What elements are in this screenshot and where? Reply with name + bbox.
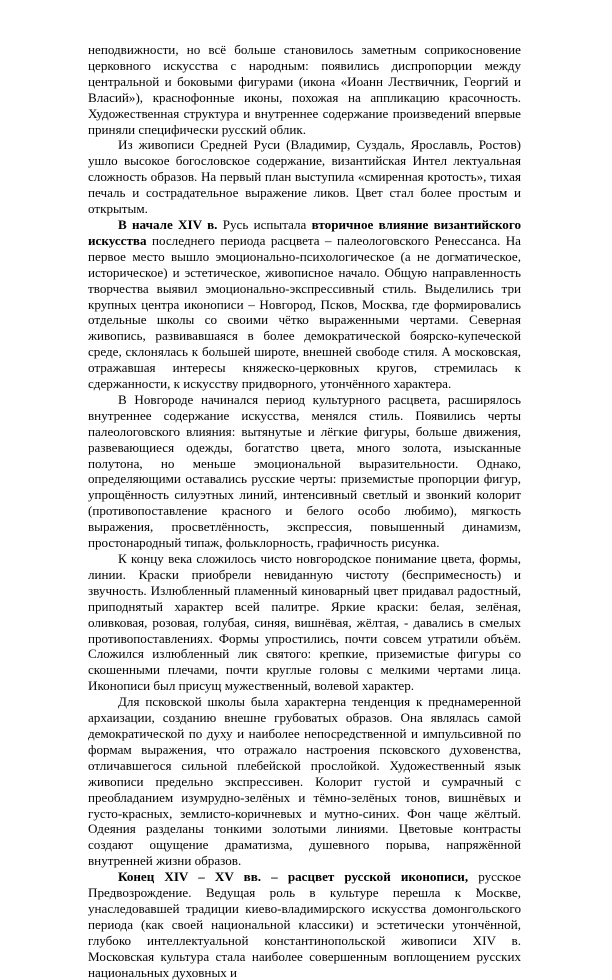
paragraph-1: неподвижности, но всё больше становилось заметным соприкосновение церковного искусства с народным: появились диспропорции между центральной и боковыми фигурами (икона «Иоанн Лествичник, Георгий и Власий»), краснофонные иконы, похожая на аппликацию красочность. Художественная структура и внутреннее содержание произведений впервые приняли специфически русский облик.: [88, 42, 521, 137]
paragraph-3-text-a: Русь испытала: [217, 216, 312, 232]
paragraph-7: [88, 869, 521, 980]
paragraph-4: В Новгороде начинался период культурного расцвета, расширялось внутреннее содержание искусства, менялся стиль. Появились черты палеологовского влияния: вытянутые и лёгкие фигуры, больше движения, развевающиеся одежды, богатство цвета, много золота, изысканные полутона, но меньше эмоциональной выразительности. Однако, определяющими оставались русские черты: приземистые пропорции фигур, упрощённость силуэтных линий, интенсивный светлый и звонкий колорит (противопоставление красного и белого особо любимо), мягкость выражения, просветлённость, экспрессия, повышенный динамизм, простонародный типаж, фольклорность, графичность рисунка.: [88, 391, 521, 551]
document-page: [88, 42, 521, 980]
paragraph-3-text-b: последнего периода расцвета – палеологовского Ренессанса. На первое место вышло эмоционально-психологическое (а не догматическое, историческое) и эстетическое, живописное начало. Общую направленность творчества выявил эмоционально-экспрессивный стиль. Выделились три крупных центра иконописи – Новгород, Псков, Москва, где формировались отдельные школы со своими чётко выраженными чертами. Северная живопись, развивавшаяся в более демократической боярско-купеческой среде, склонялась к большей широте, внешней свободе стиля. А московская, отражавшая интересы княжеско-церковных кругов, стремилась к сдержанности, к искусству придворного, утончённого характера.: [88, 232, 521, 392]
paragraph-7-text: русское Предвозрождение. Ведущая роль в культуре перешла к Москве, унаследовавшей традиции киево-владимирского искусства домонгольского периода (как своей национальной классики) и эстетически утончённой, глубоко интеллектуальной константинопольской живописи XIV в. Московская культура стала наиболее совершенным воплощением русских национальных духовных и: [88, 869, 521, 980]
paragraph-3-bold-term: вторичное влияние византийского искусства: [88, 216, 521, 248]
paragraph-2: Из живописи Средней Руси (Владимир, Суздаль, Ярославль, Ростов) ушло высокое богословское содержание, византийская Интел лектуальная сложность образов. На первый план выступила «смиренная кротость», тихая печаль и сострадательное выражение ликов. Цвет стал более простым и открытым.: [88, 137, 521, 217]
paragraph-3-bold-lead: В начале XIV в.: [118, 216, 218, 232]
paragraph-7-bold-lead: Конец XIV – XV вв. – расцвет русской иконописи,: [118, 869, 469, 885]
paragraph-3: [88, 217, 521, 392]
paragraph-6: Для псковской школы была характерна тенденция к преднамеренной архаизации, созданию внешне грубоватых образов. Она являлась самой демократической по духу и наиболее непосредственной и импульсивной по формам выражения, что отражало настроения псковского духовенства, отличавшегося сильной плебейской прослойкой. Художественный язык живописи предельно экспрессивен. Колорит густой и сумрачный с преобладанием изумрудно-зелёных и тёмно-зелёных тонов, вишнёвых и густо-красных, землисто-коричневых и мутно-синих. Фон чаще жёлтый. Одеяния разделаны тонкими золотыми линиями. Цветовые контрасты создают ощущение драматизма, душевного порыва, напряжённой внутренней жизни образов.: [88, 694, 521, 869]
paragraph-5: К концу века сложилось чисто новгородское понимание цвета, формы, линии. Краски приобрели невиданную чистоту (беспримесность) и звучность. Излюбленный пламенный киноварный цвет придавал радостный, приподнятый характер всей палитре. Яркие краски: белая, зелёная, оливковая, розовая, голубая, синяя, вишнёвая, жёлтая, - давались в смелых противопоставлениях. Формы упростились, почти совсем утратили объём. Сложился излюбленный лик святого: крепкие, приземистые фигуры со скошенными плечами, почти круглые головы с мелкими чертами лица. Иконописи был присущ мужественный, волевой характер.: [88, 551, 521, 694]
